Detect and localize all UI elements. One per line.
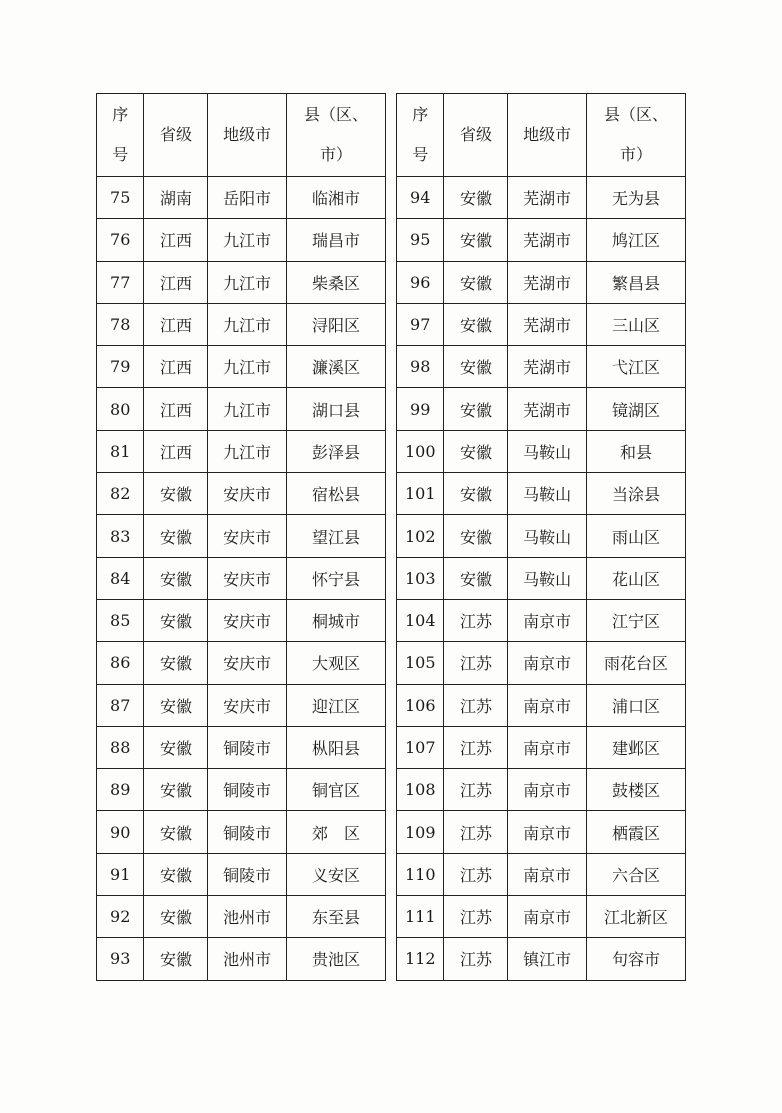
- cell-province: 安徽: [444, 303, 508, 345]
- header-seq: [97, 94, 144, 177]
- cell-county: 望江县: [286, 515, 385, 557]
- table-row: [397, 515, 686, 557]
- header-seq-line2: 号: [112, 145, 129, 164]
- table-row: [97, 896, 386, 938]
- cell-prefecture: 九江市: [208, 261, 286, 303]
- cell-province: 江苏: [444, 853, 508, 895]
- cell-province: 江西: [144, 430, 208, 472]
- cell-province: 江苏: [444, 896, 508, 938]
- cell-province: 安徽: [144, 684, 208, 726]
- header-province: 省级: [144, 94, 208, 177]
- table-row: [97, 938, 386, 980]
- table-row: [97, 769, 386, 811]
- cell-prefecture: 九江市: [208, 303, 286, 345]
- cell-seq: 86: [97, 642, 144, 684]
- cell-seq: 84: [97, 557, 144, 599]
- cell-prefecture: 九江市: [208, 388, 286, 430]
- cell-county: 彭泽县: [286, 430, 385, 472]
- table-row: [397, 303, 686, 345]
- table-row: [397, 726, 686, 768]
- cell-province: 江苏: [444, 642, 508, 684]
- cell-prefecture: 岳阳市: [208, 177, 286, 219]
- cell-county: 鸠江区: [586, 219, 685, 261]
- cell-seq: 110: [397, 853, 444, 895]
- cell-seq: 105: [397, 642, 444, 684]
- table-row: [397, 938, 686, 980]
- cell-province: 江苏: [444, 769, 508, 811]
- cell-prefecture: 南京市: [508, 684, 586, 726]
- table-row: [397, 896, 686, 938]
- table-row: [97, 430, 386, 472]
- cell-province: 安徽: [444, 557, 508, 599]
- cell-county: 桐城市: [286, 599, 385, 641]
- cell-province: 江苏: [444, 938, 508, 980]
- cell-county: 怀宁县: [286, 557, 385, 599]
- cell-county: 和县: [586, 430, 685, 472]
- cell-seq: 103: [397, 557, 444, 599]
- cell-seq: 91: [97, 853, 144, 895]
- cell-seq: 109: [397, 811, 444, 853]
- cell-seq: 82: [97, 473, 144, 515]
- cell-seq: 98: [397, 346, 444, 388]
- cell-seq: 76: [97, 219, 144, 261]
- cell-province: 安徽: [144, 811, 208, 853]
- cell-prefecture: 铜陵市: [208, 726, 286, 768]
- cell-county: 浔阳区: [286, 303, 385, 345]
- cell-county: 栖霞区: [586, 811, 685, 853]
- cell-county: 鼓楼区: [586, 769, 685, 811]
- cell-prefecture: 南京市: [508, 896, 586, 938]
- header-seq-line1: 序: [112, 105, 129, 124]
- cell-prefecture: 铜陵市: [208, 769, 286, 811]
- cell-prefecture: 安庆市: [208, 599, 286, 641]
- cell-seq: 104: [397, 599, 444, 641]
- cell-county: 浦口区: [586, 684, 685, 726]
- cell-province: 安徽: [144, 473, 208, 515]
- cell-prefecture: 九江市: [208, 430, 286, 472]
- table-row: [397, 811, 686, 853]
- table-row: [397, 177, 686, 219]
- cell-seq: 89: [97, 769, 144, 811]
- header-county-line1: 县（区、: [303, 105, 368, 124]
- cell-province: 安徽: [144, 769, 208, 811]
- cell-seq: 90: [97, 811, 144, 853]
- table-row: [97, 388, 386, 430]
- cell-seq: 99: [397, 388, 444, 430]
- cell-province: 江苏: [444, 811, 508, 853]
- cell-seq: 107: [397, 726, 444, 768]
- cell-seq: 101: [397, 473, 444, 515]
- cell-province: 安徽: [144, 557, 208, 599]
- table-row: [397, 684, 686, 726]
- table-row: [97, 726, 386, 768]
- cell-prefecture: 芜湖市: [508, 346, 586, 388]
- table-row: [97, 473, 386, 515]
- cell-seq: 94: [397, 177, 444, 219]
- cell-seq: 108: [397, 769, 444, 811]
- cell-county: 湖口县: [286, 388, 385, 430]
- cell-county: 无为县: [586, 177, 685, 219]
- cell-prefecture: 马鞍山: [508, 515, 586, 557]
- header-county-line2: 市）: [619, 145, 652, 164]
- table-row: [97, 557, 386, 599]
- header-seq-line2: 号: [412, 145, 429, 164]
- cell-seq: 92: [97, 896, 144, 938]
- cell-prefecture: 芜湖市: [508, 261, 586, 303]
- table-row: [97, 811, 386, 853]
- table-row: [97, 642, 386, 684]
- cell-prefecture: 马鞍山: [508, 430, 586, 472]
- cell-province: 江西: [144, 303, 208, 345]
- table-row: [97, 303, 386, 345]
- cell-county: 濂溪区: [286, 346, 385, 388]
- table-header-row: [97, 94, 386, 177]
- cell-county: 花山区: [586, 557, 685, 599]
- header-prefecture: 地级市: [508, 94, 586, 177]
- cell-county: 大观区: [286, 642, 385, 684]
- cell-prefecture: 南京市: [508, 811, 586, 853]
- cell-seq: 111: [397, 896, 444, 938]
- table-row: [397, 261, 686, 303]
- cell-province: 江西: [144, 219, 208, 261]
- cell-county: 句容市: [586, 938, 685, 980]
- cell-county: 枞阳县: [286, 726, 385, 768]
- table-row: [97, 346, 386, 388]
- cell-seq: 87: [97, 684, 144, 726]
- cell-prefecture: 南京市: [508, 726, 586, 768]
- cell-province: 湖南: [144, 177, 208, 219]
- cell-county: 三山区: [586, 303, 685, 345]
- cell-county: 贵池区: [286, 938, 385, 980]
- cell-prefecture: 池州市: [208, 896, 286, 938]
- cell-seq: 79: [97, 346, 144, 388]
- cell-prefecture: 安庆市: [208, 515, 286, 557]
- cell-prefecture: 安庆市: [208, 642, 286, 684]
- table-body-right: [397, 177, 686, 981]
- cell-province: 安徽: [144, 853, 208, 895]
- cell-seq: 83: [97, 515, 144, 557]
- cell-seq: 75: [97, 177, 144, 219]
- cell-seq: 95: [397, 219, 444, 261]
- cell-province: 江苏: [444, 599, 508, 641]
- cell-county: 柴桑区: [286, 261, 385, 303]
- cell-county: 郊 区: [286, 811, 385, 853]
- table-row: [397, 769, 686, 811]
- cell-prefecture: 九江市: [208, 219, 286, 261]
- cell-prefecture: 池州市: [208, 938, 286, 980]
- cell-province: 安徽: [444, 430, 508, 472]
- cell-county: 雨花台区: [586, 642, 685, 684]
- table-row: [397, 430, 686, 472]
- header-seq: [397, 94, 444, 177]
- cell-seq: 97: [397, 303, 444, 345]
- county-table-left: [96, 93, 386, 981]
- cell-county: 弋江区: [586, 346, 685, 388]
- cell-province: 安徽: [444, 473, 508, 515]
- cell-province: 安徽: [444, 219, 508, 261]
- header-county-line2: 市）: [319, 145, 352, 164]
- cell-province: 江苏: [444, 726, 508, 768]
- cell-seq: 88: [97, 726, 144, 768]
- table-row: [397, 557, 686, 599]
- cell-seq: 106: [397, 684, 444, 726]
- cell-county: 临湘市: [286, 177, 385, 219]
- cell-county: 东至县: [286, 896, 385, 938]
- table-row: [397, 219, 686, 261]
- table-row: [97, 684, 386, 726]
- cell-province: 安徽: [144, 938, 208, 980]
- cell-county: 义安区: [286, 853, 385, 895]
- cell-county: 繁昌县: [586, 261, 685, 303]
- cell-province: 江西: [144, 261, 208, 303]
- table-row: [397, 599, 686, 641]
- cell-seq: 93: [97, 938, 144, 980]
- cell-prefecture: 安庆市: [208, 473, 286, 515]
- cell-prefecture: 安庆市: [208, 557, 286, 599]
- header-seq-line1: 序: [412, 105, 429, 124]
- table-row: [97, 515, 386, 557]
- table-row: [397, 473, 686, 515]
- cell-prefecture: 芜湖市: [508, 303, 586, 345]
- header-county: [286, 94, 385, 177]
- header-prefecture: 地级市: [208, 94, 286, 177]
- table-row: [397, 346, 686, 388]
- table-row: [397, 642, 686, 684]
- table-row: [397, 388, 686, 430]
- cell-prefecture: 南京市: [508, 769, 586, 811]
- county-table-right: [396, 93, 686, 981]
- table-row: [97, 219, 386, 261]
- cell-county: 镜湖区: [586, 388, 685, 430]
- table-header-row: [397, 94, 686, 177]
- cell-prefecture: 南京市: [508, 853, 586, 895]
- cell-prefecture: 芜湖市: [508, 177, 586, 219]
- cell-province: 安徽: [144, 896, 208, 938]
- cell-province: 安徽: [144, 726, 208, 768]
- table-row: [97, 599, 386, 641]
- cell-seq: 102: [397, 515, 444, 557]
- header-county-line1: 县（区、: [603, 105, 668, 124]
- cell-province: 安徽: [444, 261, 508, 303]
- header-county: [586, 94, 685, 177]
- cell-prefecture: 芜湖市: [508, 219, 586, 261]
- cell-seq: 85: [97, 599, 144, 641]
- cell-seq: 78: [97, 303, 144, 345]
- cell-province: 江苏: [444, 684, 508, 726]
- cell-prefecture: 铜陵市: [208, 811, 286, 853]
- table-row: [397, 853, 686, 895]
- cell-province: 江西: [144, 346, 208, 388]
- cell-prefecture: 九江市: [208, 346, 286, 388]
- cell-county: 瑞昌市: [286, 219, 385, 261]
- table-row: [97, 177, 386, 219]
- cell-county: 雨山区: [586, 515, 685, 557]
- cell-seq: 80: [97, 388, 144, 430]
- cell-seq: 81: [97, 430, 144, 472]
- cell-province: 安徽: [144, 515, 208, 557]
- cell-county: 铜官区: [286, 769, 385, 811]
- cell-seq: 112: [397, 938, 444, 980]
- cell-county: 迎江区: [286, 684, 385, 726]
- cell-prefecture: 安庆市: [208, 684, 286, 726]
- cell-province: 安徽: [444, 388, 508, 430]
- cell-prefecture: 马鞍山: [508, 473, 586, 515]
- cell-province: 安徽: [444, 346, 508, 388]
- cell-county: 江北新区: [586, 896, 685, 938]
- cell-seq: 96: [397, 261, 444, 303]
- cell-county: 六合区: [586, 853, 685, 895]
- cell-seq: 100: [397, 430, 444, 472]
- cell-county: 建邺区: [586, 726, 685, 768]
- cell-county: 当涂县: [586, 473, 685, 515]
- cell-county: 江宁区: [586, 599, 685, 641]
- cell-county: 宿松县: [286, 473, 385, 515]
- header-province: 省级: [444, 94, 508, 177]
- cell-prefecture: 南京市: [508, 599, 586, 641]
- cell-prefecture: 芜湖市: [508, 388, 586, 430]
- cell-prefecture: 镇江市: [508, 938, 586, 980]
- cell-prefecture: 铜陵市: [208, 853, 286, 895]
- cell-province: 江西: [144, 388, 208, 430]
- table-body-left: [97, 177, 386, 981]
- cell-prefecture: 南京市: [508, 642, 586, 684]
- cell-seq: 77: [97, 261, 144, 303]
- table-row: [97, 261, 386, 303]
- cell-province: 安徽: [144, 642, 208, 684]
- cell-province: 安徽: [144, 599, 208, 641]
- cell-province: 安徽: [444, 177, 508, 219]
- table-row: [97, 853, 386, 895]
- cell-province: 安徽: [444, 515, 508, 557]
- cell-prefecture: 马鞍山: [508, 557, 586, 599]
